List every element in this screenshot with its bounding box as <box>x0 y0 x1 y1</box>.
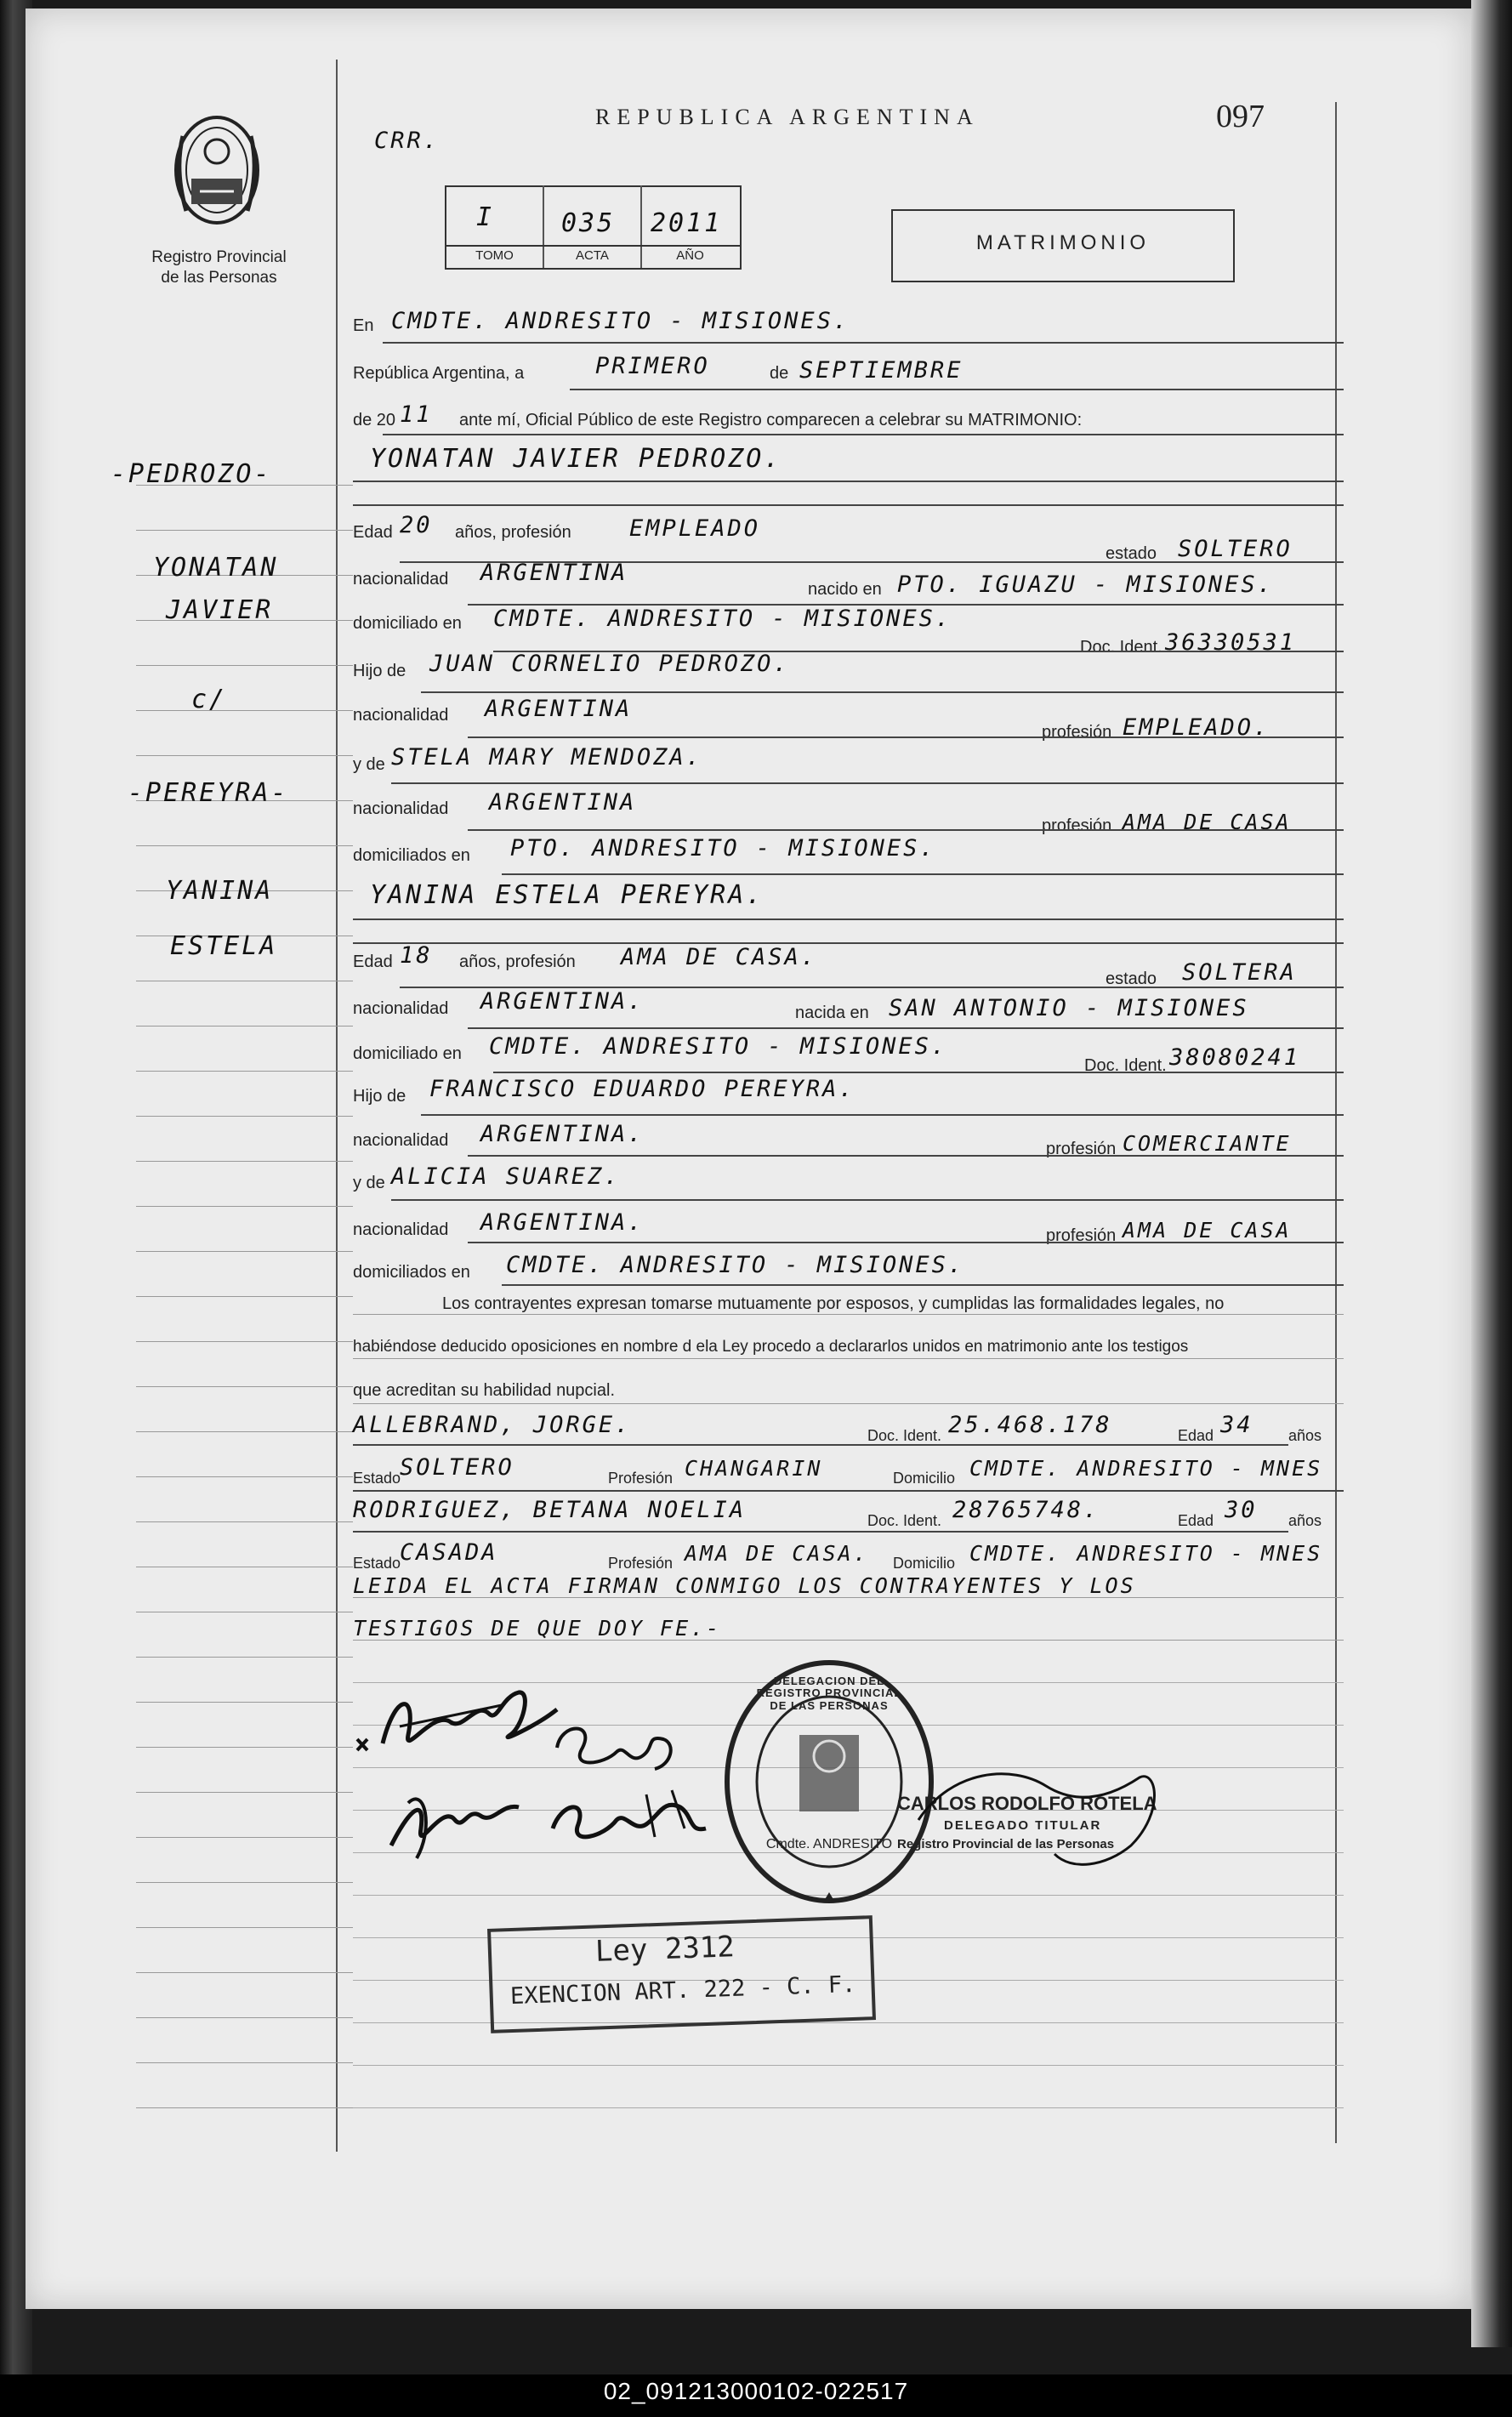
body-rule <box>353 2065 1344 2066</box>
label-nacida-en: nacida en <box>795 1004 869 1022</box>
label-domicilio: Domicilio <box>893 1470 956 1487</box>
margin-divider <box>336 60 338 2152</box>
crr-mark: CRR. <box>374 128 441 154</box>
bride-parents-domicile: CMDTE. ANDRESITO - MISIONES. <box>506 1252 965 1278</box>
witness2-age: 30 <box>1225 1497 1258 1523</box>
margin-rule <box>136 2062 353 2063</box>
anio-value: 2011 <box>651 208 723 238</box>
label-profesion: profesión <box>1046 1140 1117 1158</box>
margin-bride-surname: -PEREYRA- <box>128 778 289 808</box>
signature-bride-icon <box>544 1714 680 1782</box>
label-doc-ident: Doc. Ident. <box>1084 1056 1167 1075</box>
margin-rule <box>136 1972 353 1973</box>
margin-rule <box>136 1792 353 1793</box>
margin-versus: c/ <box>191 685 228 714</box>
label-ante-mi: ante mí, Oficial Público de este Registro comparecen a celebrar su MATRIMONIO: <box>459 411 1083 429</box>
groom-status: SOLTERO <box>1178 536 1293 562</box>
margin-rule <box>136 1296 353 1297</box>
groom-mother-profession: AMA DE CASA <box>1123 810 1292 834</box>
label-nacionalidad: nacionalidad <box>353 999 449 1018</box>
groom-document: 36330531 <box>1165 629 1297 656</box>
margin-rule <box>136 1476 353 1477</box>
label-domiciliados-en: domiciliados en <box>353 846 470 865</box>
witness1-status: SOLTERO <box>400 1454 514 1481</box>
margin-rule <box>136 1702 353 1703</box>
label-domiciliado-en: domiciliado en <box>353 1044 462 1063</box>
groom-mother: STELA MARY MENDOZA. <box>391 744 702 771</box>
margin-rule <box>136 665 353 666</box>
margin-bride-name1: YANINA <box>166 876 274 906</box>
margin-rule <box>136 1657 353 1658</box>
label-estado: Estado <box>353 1470 401 1487</box>
signature-groom-icon <box>349 1675 570 1769</box>
bride-nationality: ARGENTINA. <box>480 988 645 1015</box>
margin-rule <box>136 845 353 846</box>
officer-signature-icon <box>901 1760 1174 1880</box>
signature-witness1-icon <box>374 1777 527 1863</box>
bride-document: 38080241 <box>1169 1044 1301 1071</box>
label-de20: de 20 <box>353 411 396 429</box>
acta-label: ACTA <box>576 248 609 263</box>
registry-name-line2: de las Personas <box>161 269 277 287</box>
margin-rule <box>136 1927 353 1928</box>
label-profesion: Profesión <box>608 1555 674 1572</box>
marriage-day: PRIMERO <box>595 353 710 379</box>
margin-rule <box>136 755 353 756</box>
witness2-status: CASADA <box>400 1539 498 1566</box>
body-rule <box>353 2107 1344 2108</box>
label-profesion: Profesión <box>608 1470 674 1487</box>
bride-father-nationality: ARGENTINA. <box>480 1121 645 1147</box>
document-page <box>26 9 1471 2309</box>
registry-name-line1: Registro Provincial <box>151 248 287 266</box>
label-nacionalidad: nacionalidad <box>353 706 449 725</box>
bride-domicile: CMDTE. ANDRESITO - MISIONES. <box>489 1033 948 1060</box>
witness2-domicile: CMDTE. ANDRESITO - MNES <box>969 1541 1323 1566</box>
label-anos: años <box>1288 1427 1322 1444</box>
label-doc-ident: Doc. Ident. <box>1080 638 1162 657</box>
label-profesion: profesión <box>1046 1226 1117 1245</box>
margin-rule <box>136 1747 353 1748</box>
witness2-profession: AMA DE CASA. <box>685 1541 869 1566</box>
republic-heading: REPUBLICA ARGENTINA <box>595 105 980 129</box>
groom-nationality: ARGENTINA <box>480 560 628 586</box>
bride-status: SOLTERA <box>1182 959 1297 986</box>
margin-rule <box>136 2017 353 2018</box>
closing-line2: TESTIGOS DE QUE DOY FE.- <box>353 1616 722 1641</box>
label-de: de <box>770 364 789 383</box>
margin-rule <box>136 1341 353 1342</box>
bride-mother-nationality: ARGENTINA. <box>480 1209 645 1236</box>
label-profesion: profesión <box>1042 723 1112 742</box>
witness1-document: 25.468.178 <box>948 1412 1112 1438</box>
margin-bride-name2: ESTELA <box>170 931 278 961</box>
bride-father: FRANCISCO EDUARDO PEREYRA. <box>429 1076 855 1102</box>
misiones-emblem-icon <box>166 111 268 247</box>
label-estado: Estado <box>353 1555 401 1572</box>
groom-father-nationality: ARGENTINA <box>485 696 633 722</box>
label-nacionalidad: nacionalidad <box>353 1220 449 1239</box>
folio-number: 097 <box>1216 99 1265 134</box>
law-stamp-line1: Ley 2312 <box>594 1930 736 1969</box>
declaration-line2: habiéndose deducido oposiciones en nombre d ela Ley procedo a declararlos unidos en matrimonio ante los testigos <box>353 1338 1189 1356</box>
document-type-label: MATRIMONIO <box>975 231 1151 254</box>
label-edad: Edad <box>1178 1512 1214 1529</box>
signature-witness2-icon <box>544 1786 714 1854</box>
label-domiciliados-en: domiciliados en <box>353 1263 470 1282</box>
acta-value: 035 <box>561 208 616 238</box>
right-border <box>1335 102 1337 2143</box>
marriage-year: 11 <box>400 401 433 428</box>
label-en: En <box>353 316 374 335</box>
bride-age: 18 <box>400 942 433 969</box>
label-estado: estado <box>1106 970 1157 988</box>
marriage-place: CMDTE. ANDRESITO - MISIONES. <box>391 308 850 334</box>
bride-mother-profession: AMA DE CASA <box>1123 1218 1292 1243</box>
margin-rule <box>136 1071 353 1072</box>
officer-organization: Registro Provincial de las Personas <box>897 1837 1115 1851</box>
witness1-domicile: CMDTE. ANDRESITO - MNES <box>969 1456 1323 1481</box>
margin-rule <box>136 1161 353 1162</box>
margin-rule <box>136 1386 353 1387</box>
margin-rule <box>136 530 353 531</box>
bride-name: YANINA ESTELA PEREYRA. <box>370 880 765 910</box>
declaration-line3: que acreditan su habilidad nupcial. <box>353 1381 615 1400</box>
officer-name: CARLOS RODOLFO ROTELA <box>897 1793 1157 1814</box>
label-nacionalidad: nacionalidad <box>353 1131 449 1150</box>
bride-birthplace: SAN ANTONIO - MISIONES <box>889 995 1249 1021</box>
seal-ring-text: DELEGACION DEL REGISTRO PROVINCIAL DE LAS PERSONAS <box>756 1675 902 1712</box>
label-doc-ident: Doc. Ident. <box>867 1427 942 1444</box>
label-anos-profesion: años, profesión <box>459 953 576 971</box>
groom-father-profession: EMPLEADO. <box>1123 714 1270 741</box>
label-doc-ident: Doc. Ident. <box>867 1512 942 1529</box>
label-nacionalidad: nacionalidad <box>353 570 449 589</box>
book-page-edge <box>1471 0 1512 2347</box>
margin-rule <box>136 1431 353 1432</box>
marriage-month: SEPTIEMBRE <box>799 357 963 384</box>
bride-profession: AMA DE CASA. <box>621 944 818 970</box>
margin-rule <box>136 710 353 711</box>
groom-profession: EMPLEADO <box>629 515 761 542</box>
label-edad: Edad <box>353 523 393 542</box>
margin-groom-name1: YONATAN <box>153 553 279 583</box>
bride-mother: ALICIA SUAREZ. <box>391 1163 621 1190</box>
groom-parents-domicile: PTO. ANDRESITO - MISIONES. <box>510 835 936 862</box>
tomo-label: TOMO <box>475 248 514 263</box>
label-domicilio: Domicilio <box>893 1555 956 1572</box>
margin-rule <box>136 1251 353 1252</box>
margin-rule <box>136 1116 353 1117</box>
file-identifier: 02_091213000102-022517 <box>603 2378 909 2404</box>
margin-groom-surname: -PEDROZO- <box>111 459 272 489</box>
witness1-profession: CHANGARIN <box>685 1456 823 1481</box>
label-estado: estado <box>1106 544 1157 563</box>
label-y-de: y de <box>353 755 385 774</box>
witness2-name: RODRIGUEZ, BETANA NOELIA <box>353 1497 747 1523</box>
label-hijo-de: Hijo de <box>353 662 406 680</box>
officer-title: DELEGADO TITULAR <box>944 1818 1102 1833</box>
bride-father-profession: COMERCIANTE <box>1123 1131 1292 1156</box>
label-nacido-en: nacido en <box>808 580 882 599</box>
witness1-name: ALLEBRAND, JORGE. <box>353 1412 632 1438</box>
label-anos-profesion: años, profesión <box>455 523 571 542</box>
witness1-age: 34 <box>1220 1412 1253 1438</box>
label-y-de: y de <box>353 1174 385 1192</box>
margin-groom-name2: JAVIER <box>166 595 274 625</box>
margin-rule <box>136 1837 353 1838</box>
margin-rule <box>136 1882 353 1883</box>
label-profesion: profesión <box>1042 816 1112 835</box>
label-republica: República Argentina, a <box>353 364 525 383</box>
tomo-value: I <box>476 202 495 232</box>
margin-rule <box>136 1026 353 1027</box>
margin-rule <box>136 2107 353 2108</box>
groom-father: JUAN CORNELIO PEDROZO. <box>429 651 790 677</box>
declaration-line1: Los contrayentes expresan tomarse mutuamente por esposos, y cumplidas las formalidades legales, no <box>442 1294 1225 1313</box>
seal-center-text: Cmdte. ANDRESITO <box>765 1837 893 1851</box>
label-domiciliado-en: domiciliado en <box>353 614 462 633</box>
groom-domicile: CMDTE. ANDRESITO - MISIONES. <box>493 606 952 632</box>
groom-name: YONATAN JAVIER PEDROZO. <box>370 444 782 474</box>
margin-rule <box>136 1521 353 1522</box>
anio-label: AÑO <box>676 248 704 263</box>
groom-birthplace: PTO. IGUAZU - MISIONES. <box>897 572 1274 598</box>
margin-rule <box>136 1206 353 1207</box>
label-edad: Edad <box>353 953 393 971</box>
groom-age: 20 <box>400 512 433 538</box>
witness2-document: 28765748. <box>952 1497 1100 1523</box>
label-edad: Edad <box>1178 1427 1214 1444</box>
label-nacionalidad: nacionalidad <box>353 799 449 818</box>
groom-mother-nationality: ARGENTINA <box>489 789 637 816</box>
label-anos: años <box>1288 1512 1322 1529</box>
law-stamp-line2: EXENCION ART. 222 - C. F. <box>509 1971 856 2010</box>
label-hijo-de: Hijo de <box>353 1087 406 1106</box>
closing-line1: LEIDA EL ACTA FIRMAN CONMIGO LOS CONTRAYENTES Y LOS <box>353 1573 1136 1598</box>
